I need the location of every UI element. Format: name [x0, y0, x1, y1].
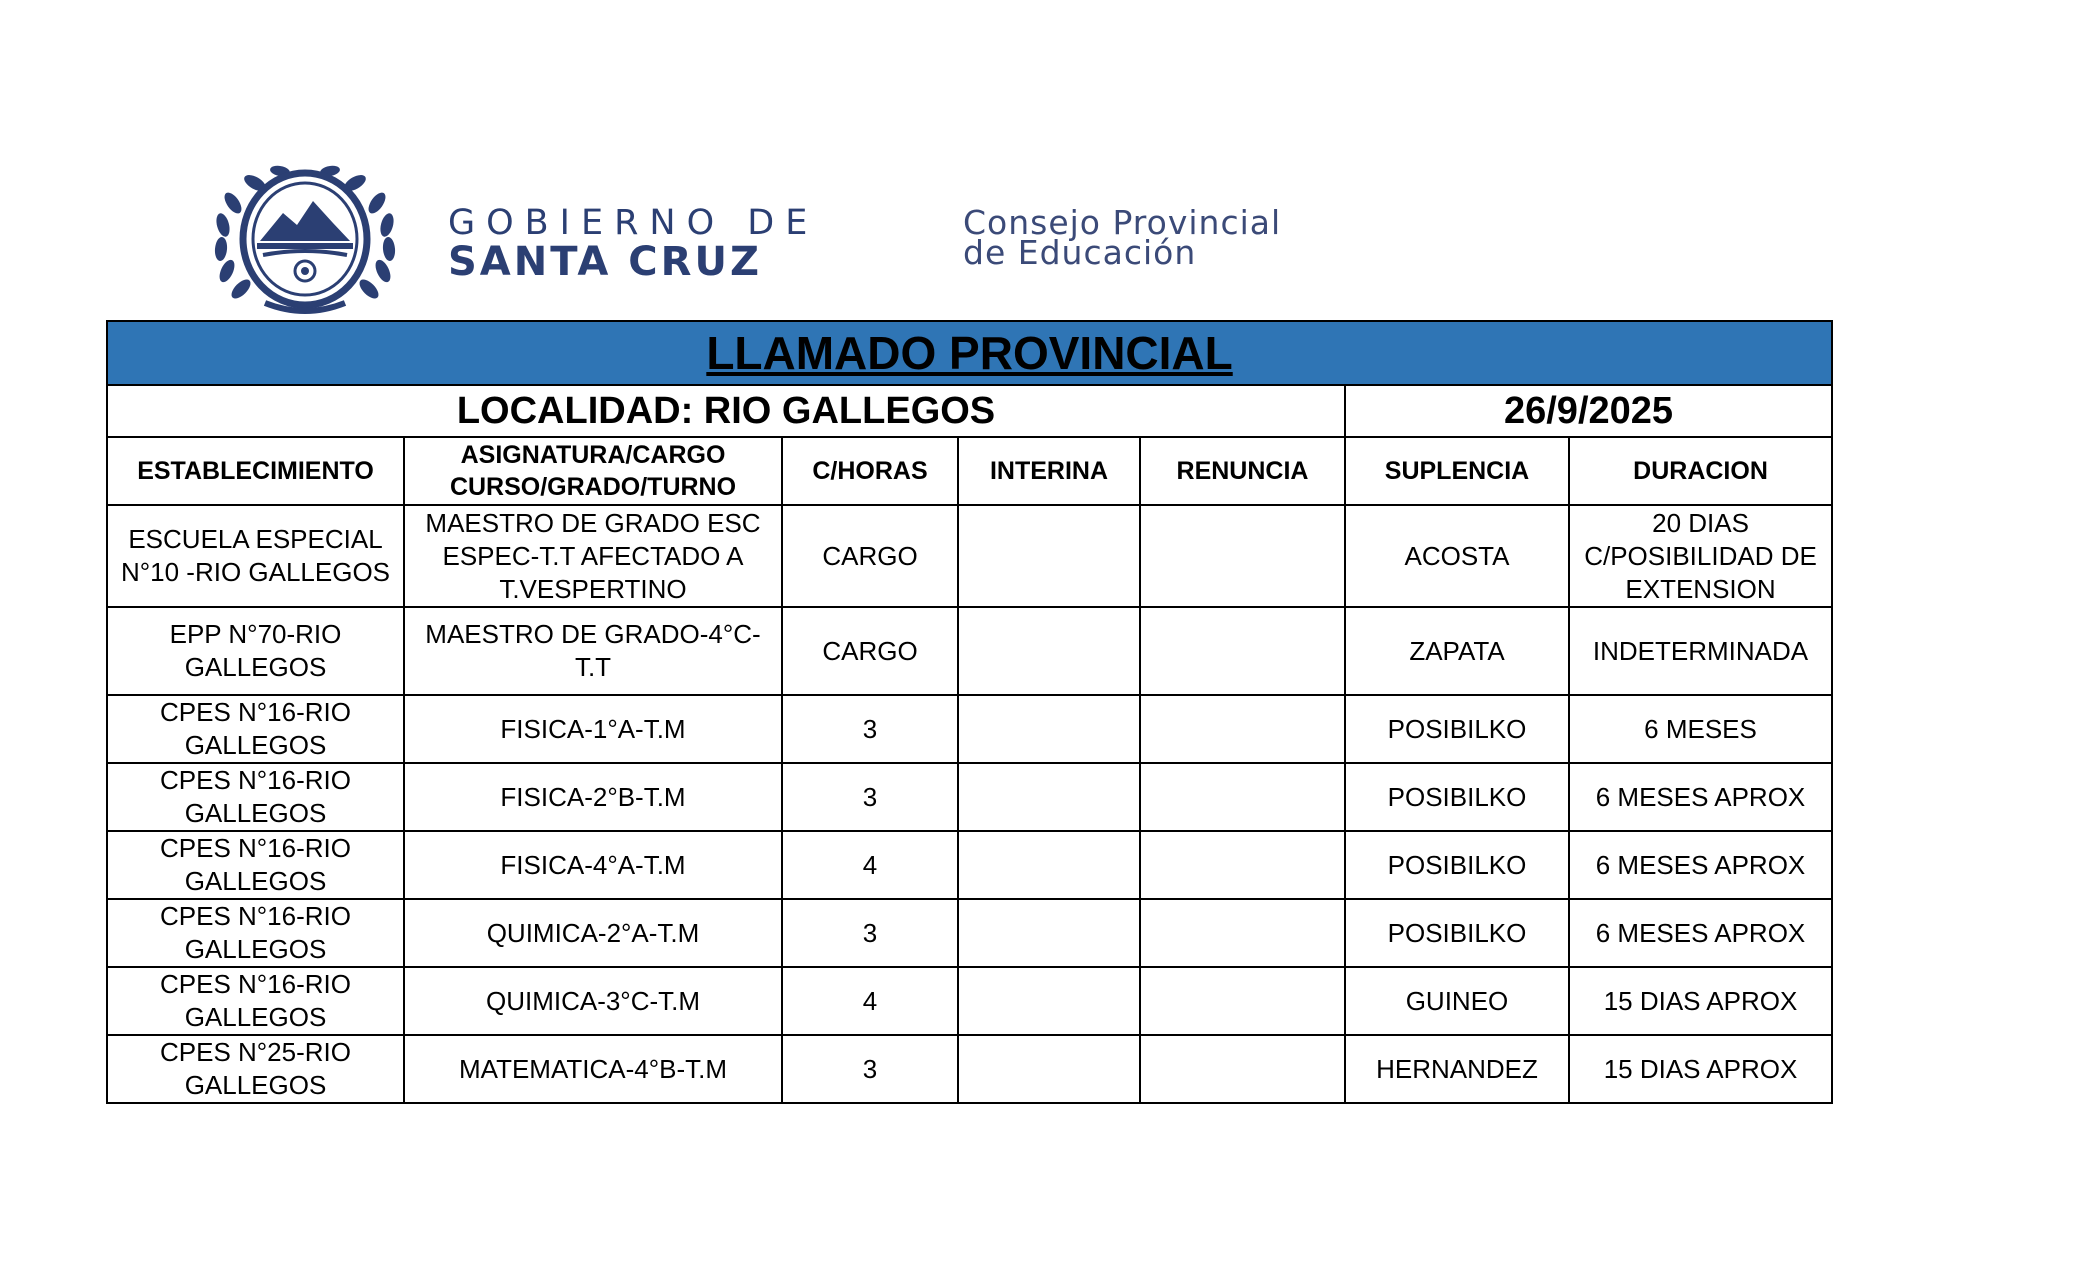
cell-line: EPP N°70-RIO — [169, 619, 342, 649]
cell-asignatura — [404, 607, 782, 695]
cell-line: 20 DIAS — [1652, 507, 1749, 538]
gobierno-logo-text — [448, 205, 818, 283]
cell-suplencia: ACOSTA — [1345, 505, 1569, 607]
cell-horas: 3 — [782, 763, 958, 831]
cell-line: INDETERMINADA — [1592, 635, 1809, 666]
header-interina: INTERINA — [958, 437, 1140, 505]
cell-duracion — [1569, 607, 1832, 695]
cell-line: CPES N°16-RIO — [159, 969, 351, 999]
cell-asignatura — [404, 505, 782, 607]
santa-cruz-line: SANTA CRUZ — [448, 239, 762, 285]
cell-line: CPES N°25-RIO — [159, 1037, 351, 1067]
cell-asignatura — [404, 899, 782, 967]
cell-suplencia: HERNANDEZ — [1345, 1035, 1569, 1103]
cell-interina — [958, 967, 1140, 1035]
cell-line: 6 MESES APROX — [1595, 781, 1806, 812]
localidad-label: LOCALIDAD: RIO GALLEGOS — [107, 385, 1345, 437]
cell-line: T.VESPERTINO — [499, 573, 687, 604]
cell-asignatura — [404, 695, 782, 763]
cell-line: QUIMICA-3°C-T.M — [485, 985, 701, 1016]
cell-establecimiento — [107, 899, 404, 967]
cell-suplencia: POSIBILKO — [1345, 831, 1569, 899]
coat-of-arms-icon — [205, 163, 405, 318]
cell-renuncia — [1140, 763, 1345, 831]
cell-establecimiento — [107, 967, 404, 1035]
cell-asignatura — [404, 967, 782, 1035]
cell-line: GALLEGOS — [184, 730, 327, 760]
table-row — [107, 967, 1832, 1035]
cell-horas: 4 — [782, 967, 958, 1035]
table-row — [107, 505, 1832, 607]
cell-interina — [958, 695, 1140, 763]
column-header-row — [107, 437, 1832, 505]
cell-interina — [958, 899, 1140, 967]
cell-establecimiento — [107, 607, 404, 695]
cell-renuncia — [1140, 607, 1345, 695]
cell-duracion — [1569, 505, 1832, 607]
cell-line: CPES N°16-RIO — [159, 833, 351, 863]
cell-suplencia: POSIBILKO — [1345, 763, 1569, 831]
consejo-line: Consejo Provincial — [963, 203, 1282, 242]
cell-line: CPES N°16-RIO — [159, 901, 351, 931]
cell-line: MAESTRO DE GRADO-4°C- — [425, 619, 761, 649]
cell-line: GALLEGOS — [184, 1002, 327, 1032]
educacion-line: de Educación — [963, 233, 1197, 272]
cell-line: MATEMATICA-4°B-T.M — [459, 1053, 727, 1084]
cell-interina — [958, 831, 1140, 899]
cell-interina — [958, 763, 1140, 831]
cell-line: 6 MESES APROX — [1595, 849, 1806, 880]
cell-suplencia: POSIBILKO — [1345, 899, 1569, 967]
cell-renuncia — [1140, 695, 1345, 763]
table-row — [107, 763, 1832, 831]
cell-establecimiento — [107, 505, 404, 607]
cell-line: GALLEGOS — [184, 652, 327, 682]
cell-renuncia — [1140, 505, 1345, 607]
cell-suplencia: GUINEO — [1345, 967, 1569, 1035]
cell-line: C/POSIBILIDAD DE — [1584, 540, 1817, 571]
cell-horas: CARGO — [782, 505, 958, 607]
consejo-logo-text — [963, 203, 1282, 272]
cell-line: EXTENSION — [1625, 573, 1776, 604]
cell-line: CPES N°16-RIO — [159, 765, 351, 795]
header-asignatura — [404, 437, 782, 505]
cell-line: GALLEGOS — [184, 866, 327, 896]
table-title: LLAMADO PROVINCIAL — [107, 321, 1832, 385]
cell-line: FISICA-1°A-T.M — [500, 713, 686, 744]
cell-interina — [958, 505, 1140, 607]
cell-duracion — [1569, 1035, 1832, 1103]
cell-line: FISICA-4°A-T.M — [500, 849, 686, 880]
table-row — [107, 899, 1832, 967]
fecha-label: 26/9/2025 — [1345, 385, 1832, 437]
cell-line: CPES N°16-RIO — [159, 697, 351, 727]
header-asignatura-line2: CURSO/GRADO/TURNO — [449, 473, 737, 501]
title-row — [107, 321, 1832, 385]
cell-horas: 3 — [782, 899, 958, 967]
header-horas: C/HORAS — [782, 437, 958, 505]
cell-renuncia — [1140, 899, 1345, 967]
header-suplencia: SUPLENCIA — [1345, 437, 1569, 505]
cell-line: T.T — [574, 652, 612, 682]
header-establecimiento: ESTABLECIMIENTO — [107, 437, 404, 505]
cell-establecimiento — [107, 763, 404, 831]
cell-horas: 3 — [782, 1035, 958, 1103]
localidad-row — [107, 385, 1832, 437]
cell-line: N°10 -RIO GALLEGOS — [120, 557, 391, 587]
cell-line: MAESTRO DE GRADO ESC — [425, 507, 761, 538]
cell-line: 15 DIAS APROX — [1603, 985, 1798, 1016]
cell-asignatura — [404, 1035, 782, 1103]
table-row — [107, 695, 1832, 763]
cell-suplencia: POSIBILKO — [1345, 695, 1569, 763]
cell-renuncia — [1140, 967, 1345, 1035]
header-duracion: DURACION — [1569, 437, 1832, 505]
cell-establecimiento — [107, 695, 404, 763]
cell-asignatura — [404, 831, 782, 899]
cell-horas: CARGO — [782, 607, 958, 695]
cell-line: GALLEGOS — [184, 798, 327, 828]
cell-duracion — [1569, 763, 1832, 831]
cell-horas: 3 — [782, 695, 958, 763]
cell-line: ESPEC-T.T AFECTADO A — [442, 540, 744, 571]
cell-establecimiento — [107, 831, 404, 899]
table-row — [107, 1035, 1832, 1103]
cell-line: GALLEGOS — [184, 934, 327, 964]
cell-renuncia — [1140, 831, 1345, 899]
cell-line: 6 MESES APROX — [1595, 917, 1806, 948]
gobierno-line: GOBIERNO DE — [448, 203, 819, 243]
cell-interina — [958, 607, 1140, 695]
cell-line: FISICA-2°B-T.M — [500, 781, 686, 812]
cell-line: 15 DIAS APROX — [1603, 1053, 1798, 1084]
cell-duracion — [1569, 695, 1832, 763]
cell-suplencia: ZAPATA — [1345, 607, 1569, 695]
cell-establecimiento — [107, 1035, 404, 1103]
cell-renuncia — [1140, 1035, 1345, 1103]
table-row — [107, 607, 1832, 695]
cell-duracion — [1569, 967, 1832, 1035]
document-header — [205, 160, 1405, 320]
cell-line: QUIMICA-2°A-T.M — [486, 917, 700, 948]
cell-interina — [958, 1035, 1140, 1103]
llamado-table — [106, 320, 1833, 1104]
cell-duracion — [1569, 831, 1832, 899]
header-renuncia: RENUNCIA — [1140, 437, 1345, 505]
cell-duracion — [1569, 899, 1832, 967]
cell-line: GALLEGOS — [184, 1070, 327, 1100]
table-row — [107, 831, 1832, 899]
header-asignatura-line1: ASIGNATURA/CARGO — [460, 441, 726, 469]
cell-horas: 4 — [782, 831, 958, 899]
cell-asignatura — [404, 763, 782, 831]
cell-line: 6 MESES — [1644, 713, 1757, 744]
cell-line: ESCUELA ESPECIAL — [128, 524, 383, 554]
